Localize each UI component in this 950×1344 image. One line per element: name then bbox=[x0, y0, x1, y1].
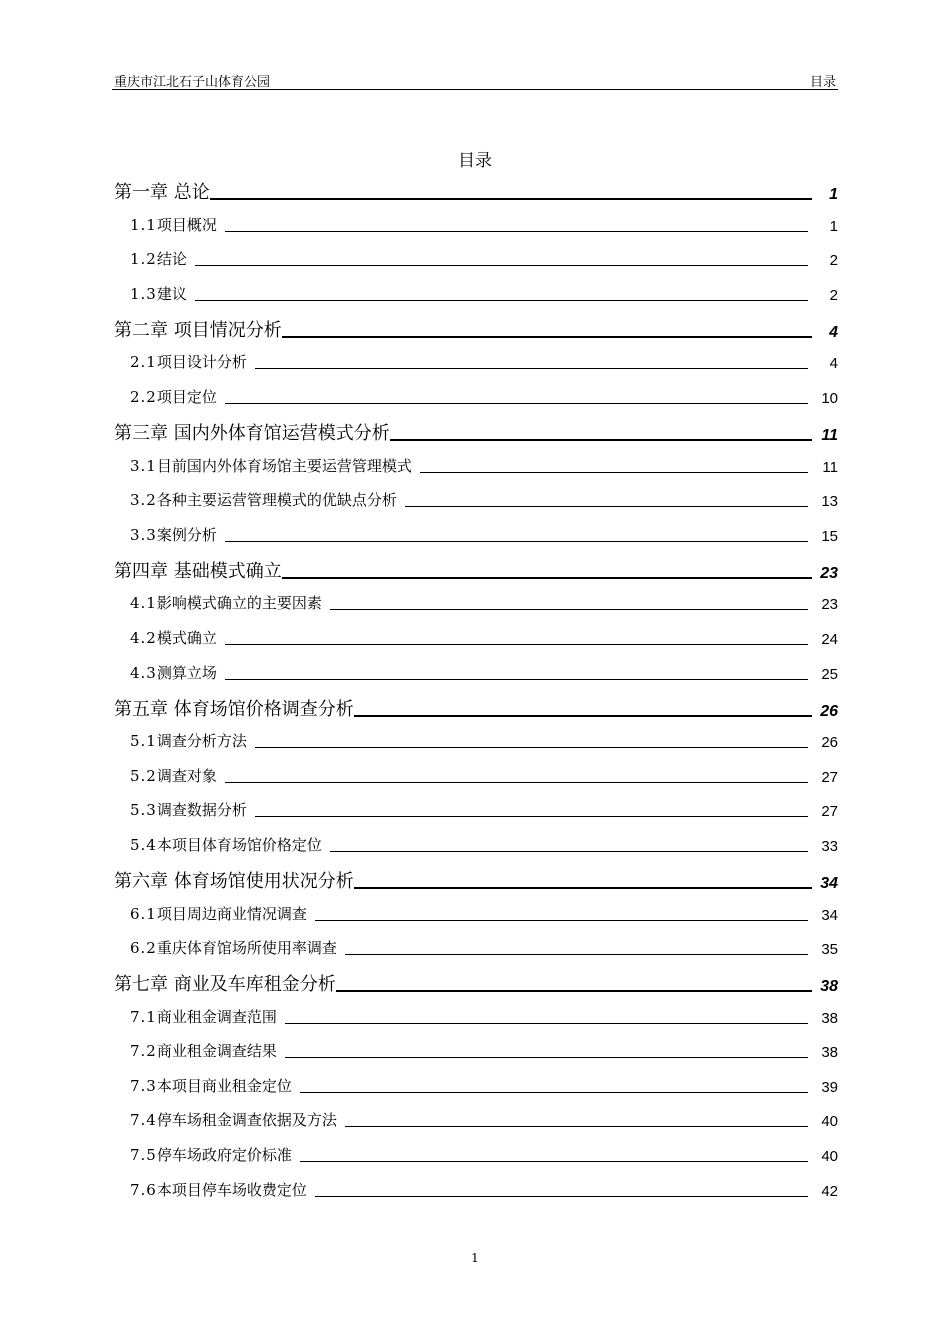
toc-page-number: 23 bbox=[821, 596, 838, 614]
toc-entry-text: 结论 bbox=[156, 250, 187, 269]
toc-leader-line bbox=[282, 336, 812, 338]
toc-section-entry[interactable] bbox=[112, 516, 838, 551]
toc-page-number: 24 bbox=[821, 630, 838, 648]
toc-entry-label: 第四章 基础模式确立 bbox=[114, 560, 282, 582]
toc-leader-line bbox=[330, 609, 808, 610]
toc-leader-line bbox=[405, 506, 808, 507]
toc-section-entry[interactable] bbox=[112, 998, 838, 1033]
toc-entry-label: 第七章 商业及车库租金分析 bbox=[114, 974, 336, 996]
toc-section-entry[interactable] bbox=[112, 1136, 838, 1171]
toc-leader-line bbox=[225, 403, 808, 404]
toc-entry-text: 调查数据分析 bbox=[156, 801, 247, 820]
toc-leader-line bbox=[354, 887, 812, 889]
toc-entry-text: 项目概况 bbox=[156, 215, 217, 234]
toc-entry-number: 1.3 bbox=[130, 284, 157, 303]
toc-entry-number: 5.3 bbox=[130, 801, 157, 820]
toc-page-number: 38 bbox=[821, 1044, 838, 1062]
toc-leader-line bbox=[315, 1196, 808, 1197]
toc-page-number: 13 bbox=[821, 493, 838, 511]
toc-entry-label bbox=[112, 386, 217, 413]
toc-section-entry[interactable] bbox=[112, 344, 838, 379]
toc-section-entry[interactable] bbox=[112, 1033, 838, 1068]
toc-section-entry[interactable] bbox=[112, 723, 838, 758]
header-section-name: 目录 bbox=[809, 75, 836, 90]
toc-entry-text: 影响模式确立的主要因素 bbox=[156, 594, 322, 613]
toc-chapter-entry[interactable] bbox=[112, 551, 838, 585]
toc-entry-label bbox=[112, 765, 217, 792]
toc-entry-label bbox=[112, 1109, 337, 1136]
toc-page-number: 27 bbox=[821, 768, 838, 786]
toc-leader-line bbox=[390, 439, 812, 441]
toc-leader-line bbox=[345, 954, 808, 955]
toc-leader-line bbox=[225, 231, 808, 232]
toc-leader-line bbox=[225, 679, 808, 680]
toc-leader-line bbox=[225, 782, 808, 783]
toc-entry-number: 3.3 bbox=[130, 525, 157, 544]
toc-section-entry[interactable] bbox=[112, 654, 838, 689]
toc-page-number: 33 bbox=[821, 837, 838, 855]
toc-leader-line bbox=[336, 990, 812, 992]
toc-section-entry[interactable] bbox=[112, 447, 838, 482]
toc-entry-text: 本项目商业租金定位 bbox=[156, 1076, 292, 1095]
toc-entry-text: 项目定位 bbox=[156, 387, 217, 406]
toc-chapter-entry[interactable] bbox=[112, 964, 838, 998]
toc-entry-number: 3.2 bbox=[130, 491, 157, 510]
toc-page-number: 35 bbox=[821, 941, 838, 959]
toc-entry-label: 第五章 体育场馆价格调查分析 bbox=[114, 698, 354, 720]
toc-page-number: 40 bbox=[821, 1113, 838, 1131]
toc-entry-label bbox=[112, 799, 247, 826]
toc-entry-label bbox=[112, 1006, 277, 1033]
toc-leader-line bbox=[330, 851, 808, 852]
toc-entry-label bbox=[112, 214, 217, 241]
toc-chapter-entry[interactable] bbox=[112, 689, 838, 723]
toc-entry-label bbox=[112, 489, 397, 516]
toc-page-number: 39 bbox=[821, 1078, 838, 1096]
toc-entry-label bbox=[112, 1179, 307, 1206]
toc-entry-number: 1.2 bbox=[130, 250, 157, 269]
toc-entry-number: 7.6 bbox=[130, 1180, 157, 1199]
toc-entry-number: 4.3 bbox=[130, 663, 157, 682]
toc-entry-label bbox=[112, 730, 247, 757]
toc-entry-text: 建议 bbox=[156, 284, 187, 303]
toc-entry-label bbox=[112, 627, 217, 654]
toc-section-entry[interactable] bbox=[112, 241, 838, 276]
toc-entry-text: 调查分析方法 bbox=[156, 732, 247, 751]
toc-entry-number: 6.2 bbox=[130, 939, 157, 958]
toc-page-number: 23 bbox=[820, 564, 838, 582]
toc-entry-text: 各种主要运营管理模式的优缺点分析 bbox=[156, 491, 397, 510]
toc-entry-text: 重庆体育馆场所使用率调查 bbox=[156, 939, 337, 958]
toc-leader-line bbox=[255, 747, 808, 748]
toc-entry-label: 第一章 总论 bbox=[114, 182, 210, 203]
toc-leader-line bbox=[300, 1161, 808, 1162]
toc-leader-line bbox=[195, 300, 808, 301]
toc-page-number: 15 bbox=[821, 527, 838, 545]
toc-entry-text: 停车场政府定价标准 bbox=[156, 1146, 292, 1165]
toc-entry-number: 7.4 bbox=[130, 1111, 157, 1130]
toc-entry-label bbox=[112, 1040, 277, 1067]
toc-entry-text: 目前国内外体育场馆主要运营管理模式 bbox=[156, 456, 412, 475]
toc-section-entry[interactable] bbox=[112, 1102, 838, 1137]
toc-title: 目录 bbox=[458, 151, 492, 171]
toc-entry-label: 第三章 国内外体育馆运营模式分析 bbox=[114, 422, 390, 444]
toc-section-entry[interactable] bbox=[112, 792, 838, 827]
toc-page-number: 1 bbox=[829, 217, 838, 235]
toc-section-entry[interactable] bbox=[112, 930, 838, 965]
toc-entry-text: 本项目停车场收费定位 bbox=[156, 1180, 307, 1199]
toc-page-number: 4 bbox=[829, 323, 838, 341]
toc-page-number: 11 bbox=[822, 458, 838, 476]
toc-entry-text: 商业租金调查结果 bbox=[156, 1042, 277, 1061]
toc-leader-line bbox=[354, 715, 812, 717]
toc-entry-label bbox=[112, 834, 322, 861]
toc-section-entry[interactable] bbox=[112, 1067, 838, 1102]
toc-entry-text: 案例分析 bbox=[156, 525, 217, 544]
toc-leader-line bbox=[285, 1057, 808, 1058]
toc-chapter-entry[interactable] bbox=[112, 861, 838, 895]
toc-page-number: 34 bbox=[820, 874, 838, 892]
toc-page-number: 38 bbox=[820, 978, 838, 996]
toc-leader-line bbox=[225, 644, 808, 645]
toc-entry-label bbox=[112, 592, 322, 619]
toc-leader-line bbox=[255, 816, 808, 817]
toc-page-number: 34 bbox=[821, 906, 838, 924]
toc-section-entry[interactable] bbox=[112, 585, 838, 620]
toc-entry-number: 7.2 bbox=[130, 1042, 157, 1061]
toc-entry-text: 模式确立 bbox=[156, 628, 217, 647]
toc-entry-number: 2.1 bbox=[130, 353, 157, 372]
toc-section-entry[interactable] bbox=[112, 619, 838, 654]
toc-entry-number: 5.4 bbox=[130, 835, 157, 854]
toc-section-entry[interactable] bbox=[112, 275, 838, 310]
toc-leader-line bbox=[210, 198, 812, 200]
toc-chapter-entry[interactable] bbox=[112, 310, 838, 344]
toc-page-number: 26 bbox=[820, 702, 838, 720]
table-of-contents bbox=[112, 172, 838, 1206]
toc-entry-label bbox=[112, 903, 307, 930]
toc-page-number: 38 bbox=[821, 1009, 838, 1027]
toc-entry-text: 本项目体育场馆价格定位 bbox=[156, 835, 322, 854]
toc-entry-label bbox=[112, 662, 217, 689]
toc-entry-text: 商业租金调查范围 bbox=[156, 1007, 277, 1026]
toc-entry-text: 停车场租金调查依据及方法 bbox=[156, 1111, 337, 1130]
toc-entry-number: 5.1 bbox=[130, 732, 157, 751]
toc-leader-line bbox=[285, 1023, 808, 1024]
toc-leader-line bbox=[315, 920, 808, 921]
toc-entry-label: 第二章 项目情况分析 bbox=[114, 319, 282, 341]
toc-leader-line bbox=[420, 472, 808, 473]
toc-section-entry[interactable] bbox=[112, 757, 838, 792]
toc-entry-number: 7.1 bbox=[130, 1007, 157, 1026]
page-number: 1 bbox=[471, 1251, 479, 1265]
toc-entry-text: 测算立场 bbox=[156, 663, 217, 682]
toc-page-number: 27 bbox=[821, 803, 838, 821]
toc-entry-number: 3.1 bbox=[130, 456, 157, 475]
toc-entry-number: 4.1 bbox=[130, 594, 157, 613]
toc-entry-number: 2.2 bbox=[130, 387, 157, 406]
toc-entry-number: 1.1 bbox=[130, 215, 157, 234]
toc-entry-label bbox=[112, 455, 412, 482]
toc-entry-number: 7.5 bbox=[130, 1146, 157, 1165]
toc-entry-label: 第六章 体育场馆使用状况分析 bbox=[114, 870, 354, 892]
toc-page-number: 25 bbox=[821, 665, 838, 683]
toc-leader-line bbox=[225, 541, 808, 542]
toc-page-number: 10 bbox=[821, 389, 838, 407]
toc-page-number: 26 bbox=[821, 734, 838, 752]
toc-entry-label bbox=[112, 248, 187, 275]
toc-entry-label bbox=[112, 351, 247, 378]
toc-section-entry[interactable] bbox=[112, 895, 838, 930]
toc-entry-label bbox=[112, 1144, 292, 1171]
toc-page-number: 11 bbox=[821, 426, 838, 444]
toc-leader-line bbox=[300, 1092, 808, 1093]
toc-page-number: 40 bbox=[821, 1148, 838, 1166]
toc-leader-line bbox=[345, 1126, 808, 1127]
toc-leader-line bbox=[255, 368, 808, 369]
toc-page-number: 4 bbox=[829, 355, 838, 373]
toc-entry-label bbox=[112, 524, 217, 551]
toc-entry-text: 调查对象 bbox=[156, 766, 217, 785]
toc-entry-text: 项目周边商业情况调查 bbox=[156, 904, 307, 923]
toc-section-entry[interactable] bbox=[112, 1171, 838, 1206]
toc-entry-label bbox=[112, 937, 337, 964]
toc-chapter-entry[interactable] bbox=[112, 172, 838, 206]
header-document-title: 重庆市江北石子山体育公园 bbox=[114, 75, 271, 90]
toc-section-entry[interactable] bbox=[112, 482, 838, 517]
page-header bbox=[112, 71, 838, 90]
toc-chapter-entry[interactable] bbox=[112, 413, 838, 447]
toc-section-entry[interactable] bbox=[112, 826, 838, 861]
toc-leader-line bbox=[195, 265, 808, 266]
toc-entry-number: 6.1 bbox=[130, 904, 157, 923]
toc-page-number: 42 bbox=[821, 1182, 838, 1200]
toc-entry-number: 5.2 bbox=[130, 766, 157, 785]
toc-entry-number: 7.3 bbox=[130, 1076, 157, 1095]
toc-entry-label bbox=[112, 283, 187, 310]
toc-entry-text: 项目设计分析 bbox=[156, 353, 247, 372]
toc-section-entry[interactable] bbox=[112, 206, 838, 241]
toc-page-number: 2 bbox=[829, 252, 838, 270]
toc-entry-label bbox=[112, 1075, 292, 1102]
toc-leader-line bbox=[282, 577, 812, 579]
toc-section-entry[interactable] bbox=[112, 378, 838, 413]
toc-page-number: 1 bbox=[829, 186, 838, 203]
toc-entry-number: 4.2 bbox=[130, 628, 157, 647]
toc-page-number: 2 bbox=[829, 286, 838, 304]
